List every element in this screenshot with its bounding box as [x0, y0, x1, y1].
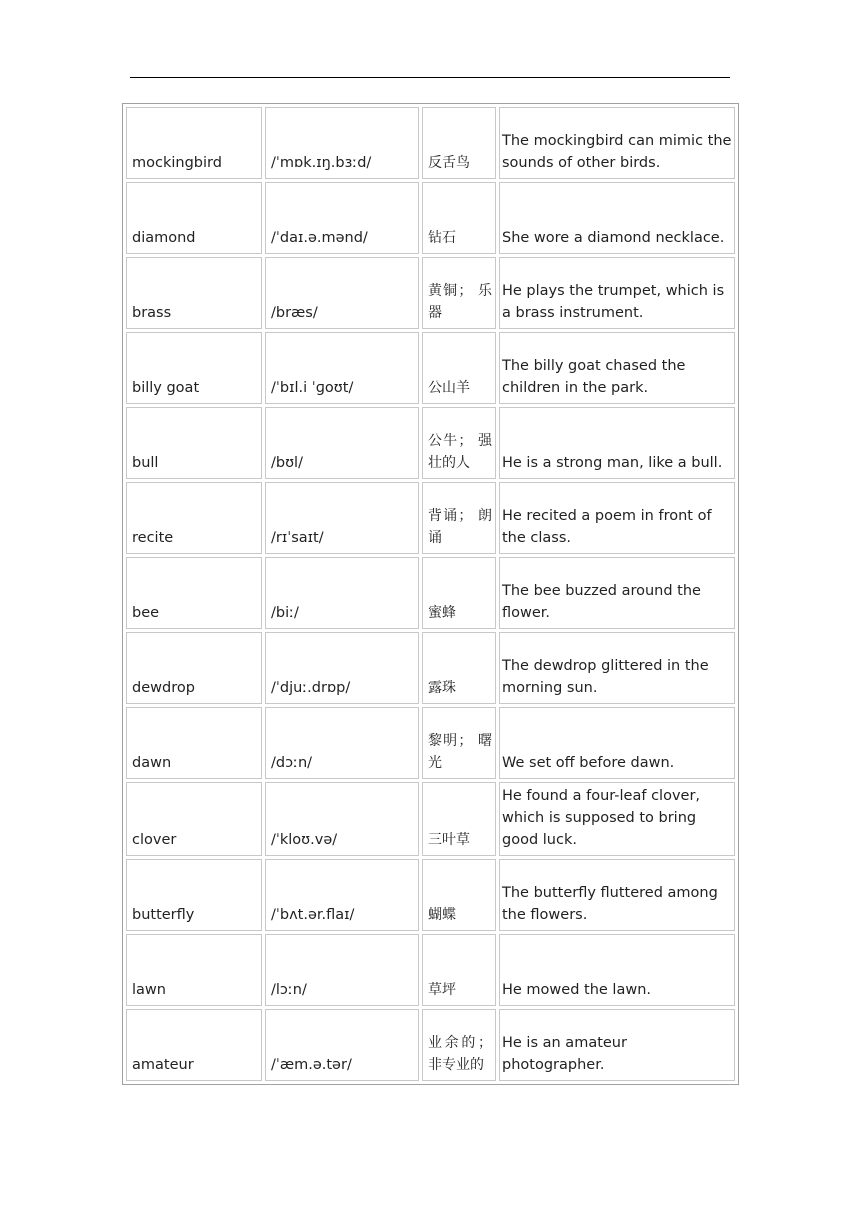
- chinese-meaning-cell: 业余的； 非专业的: [422, 1009, 496, 1081]
- example-sentence-cell: The bee buzzed around the flower.: [499, 557, 735, 629]
- phonetic-cell: /dɔːn/: [265, 707, 419, 779]
- phonetic-cell: /ˈbɪl.i ˈɡoʊt/: [265, 332, 419, 404]
- table-row: [126, 859, 735, 931]
- table-row: [126, 1009, 735, 1081]
- table-row: [126, 482, 735, 554]
- chinese-meaning-cell: 露珠: [422, 632, 496, 704]
- phonetic-cell: /lɔːn/: [265, 934, 419, 1006]
- word-cell: mockingbird: [126, 107, 262, 179]
- word-cell: dewdrop: [126, 632, 262, 704]
- phonetic-cell: /ˈbʌt.ər.flaɪ/: [265, 859, 419, 931]
- word-cell: bull: [126, 407, 262, 479]
- table-row: [126, 782, 735, 856]
- chinese-meaning-cell: 黎明； 曙光: [422, 707, 496, 779]
- phonetic-cell: /bræs/: [265, 257, 419, 329]
- chinese-meaning-cell: 黄铜； 乐器: [422, 257, 496, 329]
- word-cell: lawn: [126, 934, 262, 1006]
- example-sentence-cell: He plays the trumpet, which is a brass instrument.: [499, 257, 735, 329]
- table-row: [126, 707, 735, 779]
- phonetic-cell: /ˈæm.ə.tər/: [265, 1009, 419, 1081]
- example-sentence-cell: He is a strong man, like a bull.: [499, 407, 735, 479]
- table-row: [126, 182, 735, 254]
- phonetic-cell: /rɪˈsaɪt/: [265, 482, 419, 554]
- word-cell: bee: [126, 557, 262, 629]
- phonetic-cell: /ˈdjuː.drɒp/: [265, 632, 419, 704]
- word-cell: billy goat: [126, 332, 262, 404]
- example-sentence-cell: He found a four-leaf clover, which is supposed to bring good luck.: [499, 782, 735, 856]
- example-sentence-cell: He recited a poem in front of the class.: [499, 482, 735, 554]
- table-row: [126, 934, 735, 1006]
- table-row: [126, 557, 735, 629]
- table-row: [126, 632, 735, 704]
- chinese-meaning-cell: 三叶草: [422, 782, 496, 856]
- chinese-meaning-cell: 反舌鸟: [422, 107, 496, 179]
- vocabulary-table-body: [126, 107, 735, 1081]
- example-sentence-cell: He is an amateur photographer.: [499, 1009, 735, 1081]
- vocabulary-table: [122, 103, 739, 1085]
- word-cell: brass: [126, 257, 262, 329]
- phonetic-cell: /bʊl/: [265, 407, 419, 479]
- phonetic-cell: /biː/: [265, 557, 419, 629]
- chinese-meaning-cell: 公牛； 强壮的人: [422, 407, 496, 479]
- header-rule: [130, 77, 730, 78]
- table-row: [126, 332, 735, 404]
- example-sentence-cell: The billy goat chased the children in the park.: [499, 332, 735, 404]
- example-sentence-cell: The butterfly fluttered among the flowers.: [499, 859, 735, 931]
- table-row: [126, 407, 735, 479]
- word-cell: dawn: [126, 707, 262, 779]
- word-cell: butterfly: [126, 859, 262, 931]
- word-cell: clover: [126, 782, 262, 856]
- table-row: [126, 107, 735, 179]
- word-cell: amateur: [126, 1009, 262, 1081]
- word-cell: recite: [126, 482, 262, 554]
- word-cell: diamond: [126, 182, 262, 254]
- chinese-meaning-cell: 钻石: [422, 182, 496, 254]
- table-row: [126, 257, 735, 329]
- phonetic-cell: /ˈmɒk.ɪŋ.bɜːd/: [265, 107, 419, 179]
- example-sentence-cell: He mowed the lawn.: [499, 934, 735, 1006]
- example-sentence-cell: The mockingbird can mimic the sounds of other birds.: [499, 107, 735, 179]
- chinese-meaning-cell: 公山羊: [422, 332, 496, 404]
- chinese-meaning-cell: 背诵； 朗诵: [422, 482, 496, 554]
- example-sentence-cell: The dewdrop glittered in the morning sun.: [499, 632, 735, 704]
- chinese-meaning-cell: 草坪: [422, 934, 496, 1006]
- chinese-meaning-cell: 蝴蝶: [422, 859, 496, 931]
- phonetic-cell: /ˈdaɪ.ə.mənd/: [265, 182, 419, 254]
- example-sentence-cell: She wore a diamond necklace.: [499, 182, 735, 254]
- example-sentence-cell: We set off before dawn.: [499, 707, 735, 779]
- chinese-meaning-cell: 蜜蜂: [422, 557, 496, 629]
- phonetic-cell: /ˈkloʊ.və/: [265, 782, 419, 856]
